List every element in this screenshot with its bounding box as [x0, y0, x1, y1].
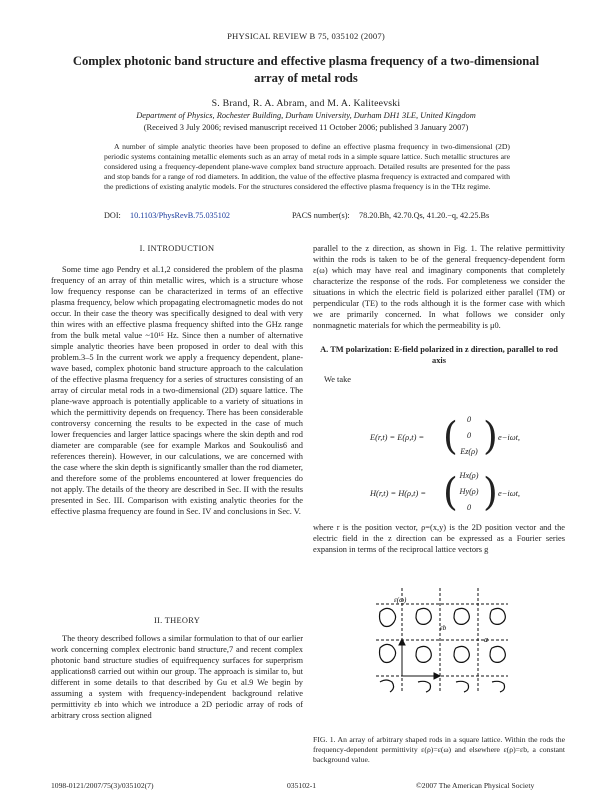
footer-issn: 1098-0121/2007/75(3)/035102(7) — [51, 781, 154, 790]
pacs-numbers: 78.20.Bh, 42.70.Qs, 41.20.−q, 42.25.Bs — [359, 211, 490, 220]
eq2-rhs: e−iωt, — [498, 489, 521, 498]
subsection-heading-tm: A. TM polarization: E-field polarized in z direction, parallel to rod axis — [320, 345, 558, 365]
figure-1-lattice — [372, 584, 512, 696]
left-paren-icon: ( — [443, 470, 458, 514]
eq2-lhs: H(r,t) = H(ρ,t) = — [370, 489, 427, 498]
eq1-matrix — [443, 413, 498, 463]
doi-label: DOI: — [104, 211, 121, 220]
eq2-entry-1: Hx(ρ) — [459, 471, 479, 480]
label-eps-omega: ε(ω) — [394, 596, 407, 604]
eq1-entry-2: 0 — [466, 431, 472, 440]
label-eps-b: εb — [440, 624, 447, 632]
figure-1-caption: FIG. 1. An array of arbitrary shaped rods in a square lattice. Within the rods the frequency-dependent permittivity ε(ρ)=ε(ω) and elsewhere ε(ρ)=εb, a constant background value. — [313, 735, 565, 764]
right-paren-icon: ) — [483, 470, 498, 514]
right-paren-icon: ) — [483, 414, 498, 458]
label-a: a — [484, 635, 488, 644]
introduction-body — [51, 264, 303, 517]
we-take-text: We take — [324, 375, 351, 384]
footer-page-number: 035102-1 — [287, 781, 317, 790]
theory-body — [51, 633, 303, 721]
paper-title: Complex photonic band structure and effective plasma frequency of a two-dimensional array of metal rods — [72, 54, 540, 85]
eq2-entry-3: 0 — [466, 503, 472, 512]
eq1-rhs: e−iωt, — [498, 433, 521, 442]
eq1-lhs: E(r,t) = E(ρ,t) = — [370, 433, 425, 442]
journal-header: PHYSICAL REVIEW B 75, 035102 (2007) — [227, 31, 385, 41]
eq1-entry-3: Ez(ρ) — [460, 447, 478, 456]
received-dates: (Received 3 July 2006; revised manuscript received 11 October 2006; published 3 January 2007) — [143, 123, 469, 132]
affiliation: Department of Physics, Rochester Building, Durham University, Durham DH1 3LE, United Kingdom — [136, 111, 476, 120]
pacs-label: PACS number(s): — [292, 211, 350, 220]
abstract — [104, 142, 510, 192]
we-take-line — [313, 374, 565, 385]
eq2-entry-2: Hy(ρ) — [459, 487, 479, 496]
after-equation-text — [313, 522, 565, 555]
authors: S. Brand, R. A. Abram, and M. A. Kaliteevski — [211, 98, 401, 109]
left-paren-icon: ( — [443, 414, 458, 458]
rod-shapes — [380, 608, 506, 692]
section-heading-introduction: I. INTRODUCTION — [139, 244, 215, 253]
section-heading-theory: II. THEORY — [153, 616, 201, 625]
eq2-matrix — [443, 469, 498, 519]
right-column-intro — [313, 243, 565, 331]
doi-link[interactable]: 10.1103/PhysRevB.75.035102 — [130, 211, 231, 220]
lattice-vector-arrows — [399, 639, 440, 679]
right-intro-paragraph: parallel to the z direction, as shown in Fig. 1. The relative permittivity within the rods is taken to be of the general frequency-dependent form ε(ω) which may have real and imaginary components that completely characterize the response of the rods. For completeness we consider the situations in which the electric field is polarized either parallel (TM) or perpendicular (TE) to the rods although it is the former case with which we are primarily concerned. In what follows we consider only nonmagnetic materials for which the permeability is μ0. — [313, 244, 565, 330]
abstract-text: A number of simple analytic theories have been proposed to define an effective plasma frequency in two-dimensional (2D) periodic systems containing metallic elements such as an array of metal rods in a simple square lattice. Such metallic structures are considered using a frequency-dependent plane-wave complex band structure approach. Detailed results are presented for the pass and stop bands for a range of rod diameters. In addition, the value of the effective plasma frequency is extracted and compared with the predictions of existing analytic models. For the structures considered the effective plasma frequency is in the THz regime. — [104, 142, 510, 191]
theory-paragraph: The theory described follows a similar formulation to that of our earlier work concerning complex electronic band structure,7 and recent complex photonic band structure studies of equifrequency surfaces for superprism applications8 carried out within our group. The approach is similar to, but different in some details to that described by Gu et al.9 We begin by assuming a system with frequency-independent background relative permittivity εb into which we introduce a 2D periodic array of rods of arbitrary cross section aligned — [51, 634, 303, 720]
introduction-paragraph: Some time ago Pendry et al.1,2 considered the problem of the plasma frequency of an array of thin metallic wires, which is a structure whose low frequency response can be characterized in terms of an effective plasma frequency, below which propagating electromagnetic modes do not occur. In their case the theory was specifically designed to deal with very thin wires with an effective plasma frequency shifted into the GHz range from the bulk metal value ~10¹⁵ Hz. Since then a number of alternative simple analytic theories have been proposed in order to deal with this problem.3–5 In the current work we apply a frequency dependent, plane-wave based, complex photonic band structure approach to the calculation of the effective plasma frequency for a series of structures consisting of an array of circular metal rods in a two-dimensional (2D) square lattice. The plane-wave approach is potentially applicable to a variety of situations in which the permittivity depends on frequency. There has been considerable controversy concerning the results to be expected in the case of much lower frequencies and larger lattice spacings where the skin depth and rod diameter are comparable (see for example Markos and Soukoulis6 and references therein). However, in our calculations, we are concerned with the case where the skin depth is significantly smaller than the rod diameter, and therefore some of the problems encountered at lower frequencies do not apply. The details of the theory are described in Sec. II with the results presented in Sec. III. Comparison with existing analytic theories for the effective plasma frequency are found in Sec. IV and conclusions in Sec. V. — [51, 265, 303, 516]
after-equation-paragraph: where r is the position vector, ρ=(x,y) is the 2D position vector and the electric field in the z direction can be expressed as a Fourier series expansion in terms of the reciprocal lattice vectors g — [313, 523, 565, 554]
footer-copyright: ©2007 The American Physical Society — [416, 781, 535, 790]
eq1-entry-1: 0 — [466, 415, 472, 424]
